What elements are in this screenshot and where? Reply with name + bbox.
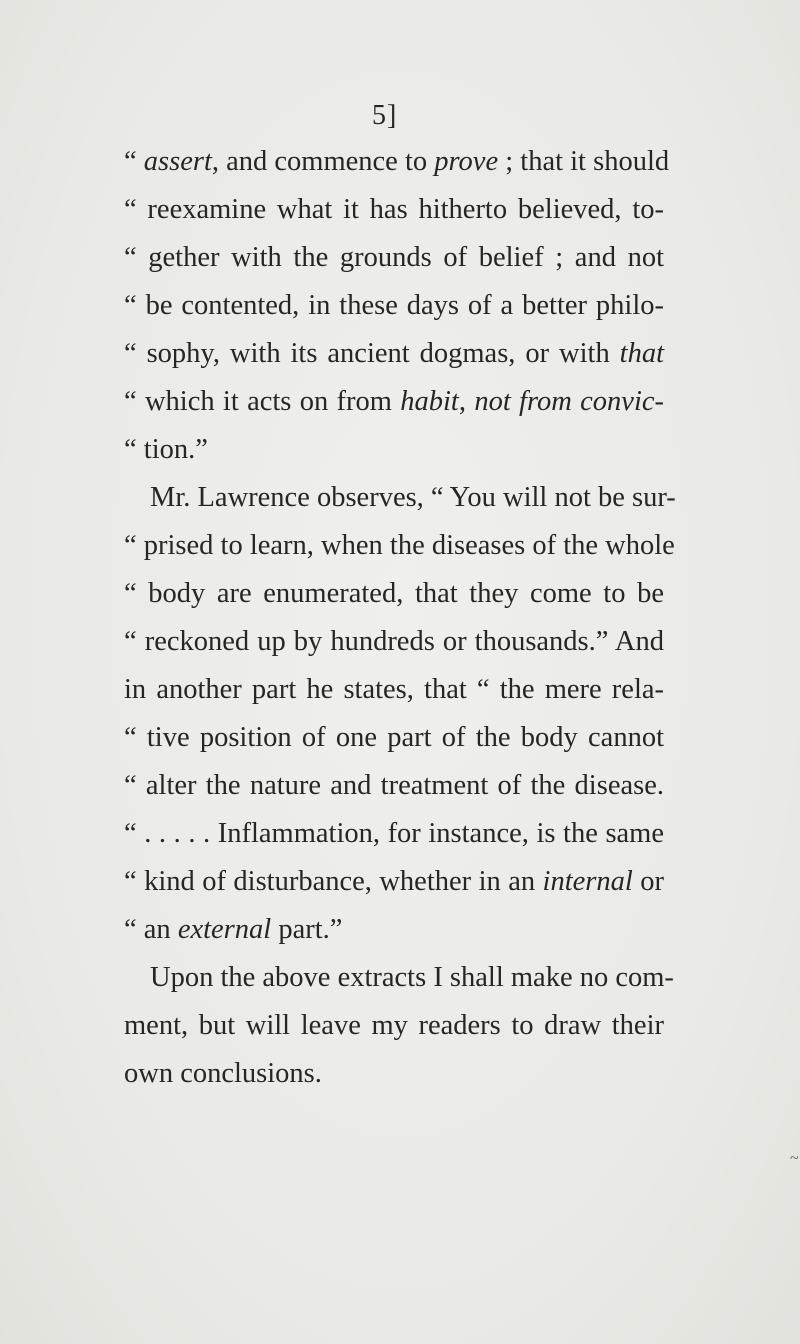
body-line: ment, but will leave my readers to draw their — [124, 1010, 664, 1041]
paragraph-start-line: Upon the above extracts I shall make no com- — [150, 962, 674, 993]
paragraph-start-line: Mr. Lawrence observes, “ You will not be sur- — [150, 482, 676, 513]
body-line: “ gether with the grounds of belief ; and not — [124, 242, 664, 273]
body-line: “ prised to learn, when the diseases of the whole — [124, 530, 675, 561]
body-line: “ an external part.” — [124, 914, 343, 945]
body-line: “ body are enumerated, that they come to be — [124, 578, 664, 609]
body-line: “ be contented, in these days of a better philo- — [124, 290, 664, 321]
body-line: “ . . . . . Inflammation, for instance, is the same — [124, 818, 664, 849]
body-line: own conclusions. — [124, 1058, 322, 1089]
body-line: “ kind of disturbance, whether in an internal or — [124, 866, 664, 897]
body-line: “ tion.” — [124, 434, 208, 465]
body-line: “ alter the nature and treatment of the disease. — [124, 770, 664, 801]
body-line: “ which it acts on from habit, not from convic- — [124, 386, 665, 417]
body-line: “ tive position of one part of the body cannot — [124, 722, 664, 753]
body-line: “ reckoned up by hundreds or thousands.” And — [124, 626, 664, 657]
page-number: 5] — [372, 100, 398, 131]
edge-mark: ~ — [790, 1150, 799, 1167]
body-line: “ reexamine what it has hitherto believed, to- — [124, 194, 664, 225]
body-line: in another part he states, that “ the mere rela- — [124, 674, 664, 705]
body-line: “ sophy, with its ancient dogmas, or with that — [124, 338, 664, 369]
body-line: “ assert, and commence to prove ; that it should — [124, 146, 670, 177]
